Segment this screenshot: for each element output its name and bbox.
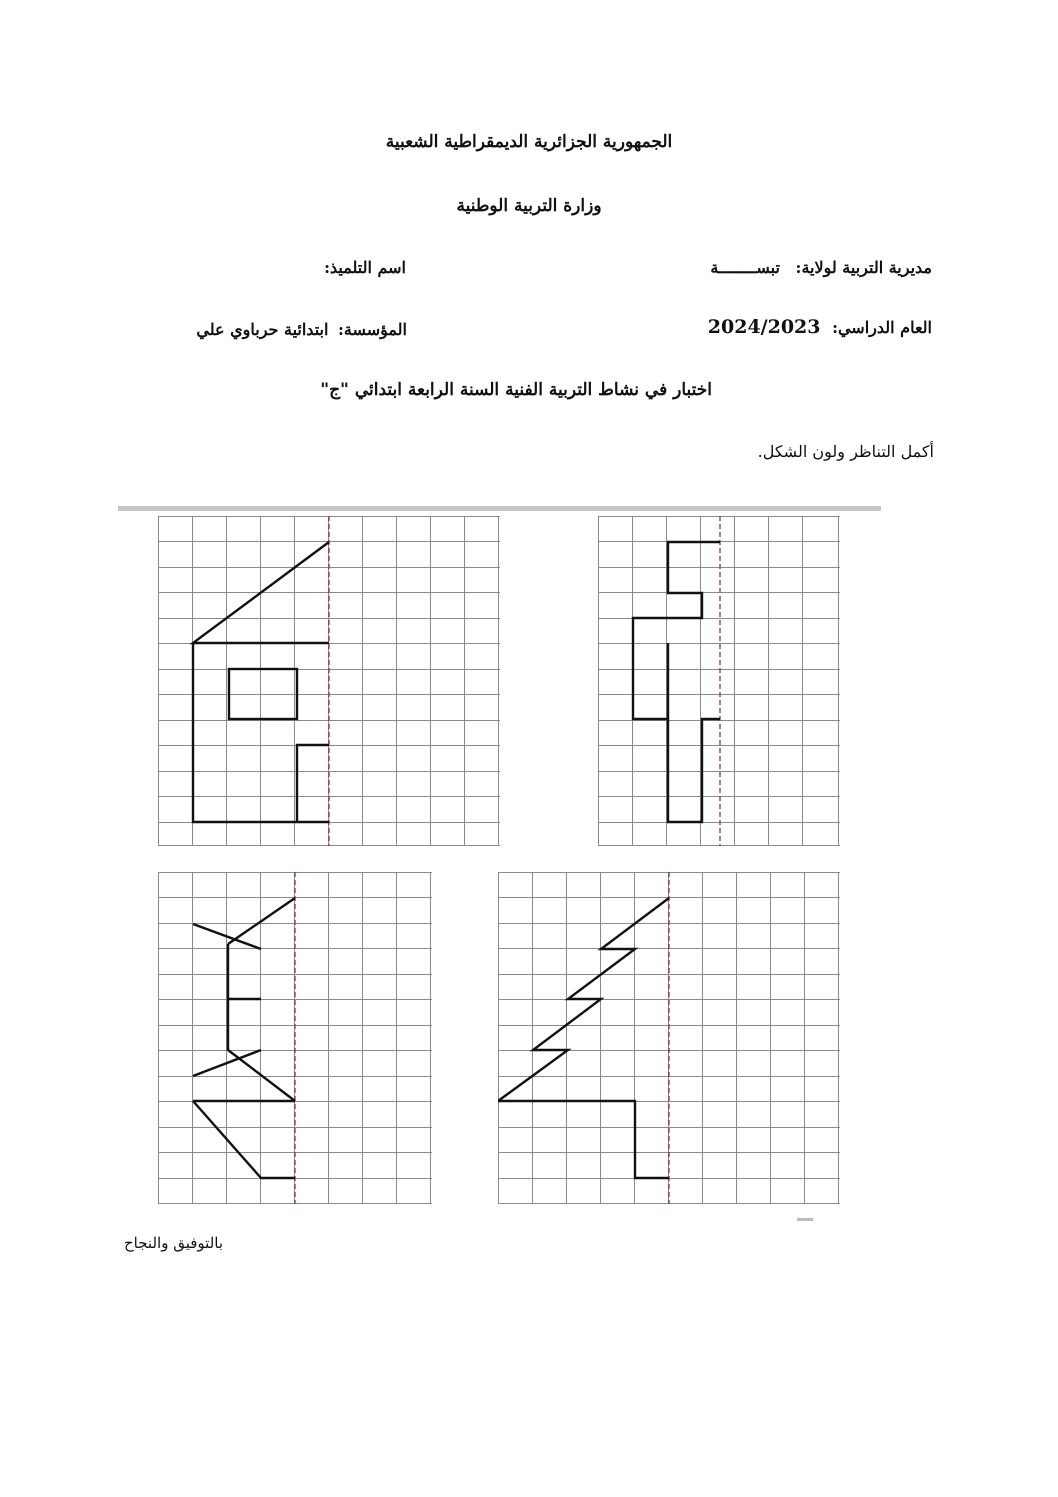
ministry-title: وزارة التربية الوطنية [456, 196, 602, 216]
institution-value: ابتدائية حرباوي علي [196, 320, 329, 339]
institution-label: المؤسسة: [338, 320, 407, 339]
section-divider [118, 506, 881, 511]
directorate-value: تبســــــــة [710, 258, 780, 277]
institution-line [196, 320, 407, 339]
school-year-label: العام الدراسي: [832, 318, 932, 337]
exam-title: اختبار في نشاط التربية الفنية السنة الرابعة ابتدائي "ج" [320, 380, 712, 400]
exercise-key-grid [598, 516, 840, 846]
scan-mark [797, 1218, 813, 1221]
zigzag-figure [193, 898, 295, 1178]
directorate-line [710, 258, 932, 277]
student-name-label: اسم التلميذ: [324, 258, 406, 277]
key-figure [633, 542, 720, 822]
exercise-house-grid [158, 516, 500, 846]
instruction: أكمل التناظر ولون الشكل. [757, 442, 934, 461]
grid-lines [598, 516, 840, 846]
tree-figure [498, 898, 669, 1178]
school-year-value: 2024/2023 [707, 316, 821, 338]
closing-wish: بالتوفيق والنجاح [124, 1234, 224, 1252]
directorate-label: مديرية التربية لولاية: [795, 258, 932, 277]
exercise-tree-grid [498, 872, 840, 1204]
exercise-zigzag-grid [158, 872, 432, 1204]
school-year-line [708, 316, 932, 338]
republic-title: الجمهورية الجزائرية الديمقراطية الشعبية [385, 132, 673, 152]
